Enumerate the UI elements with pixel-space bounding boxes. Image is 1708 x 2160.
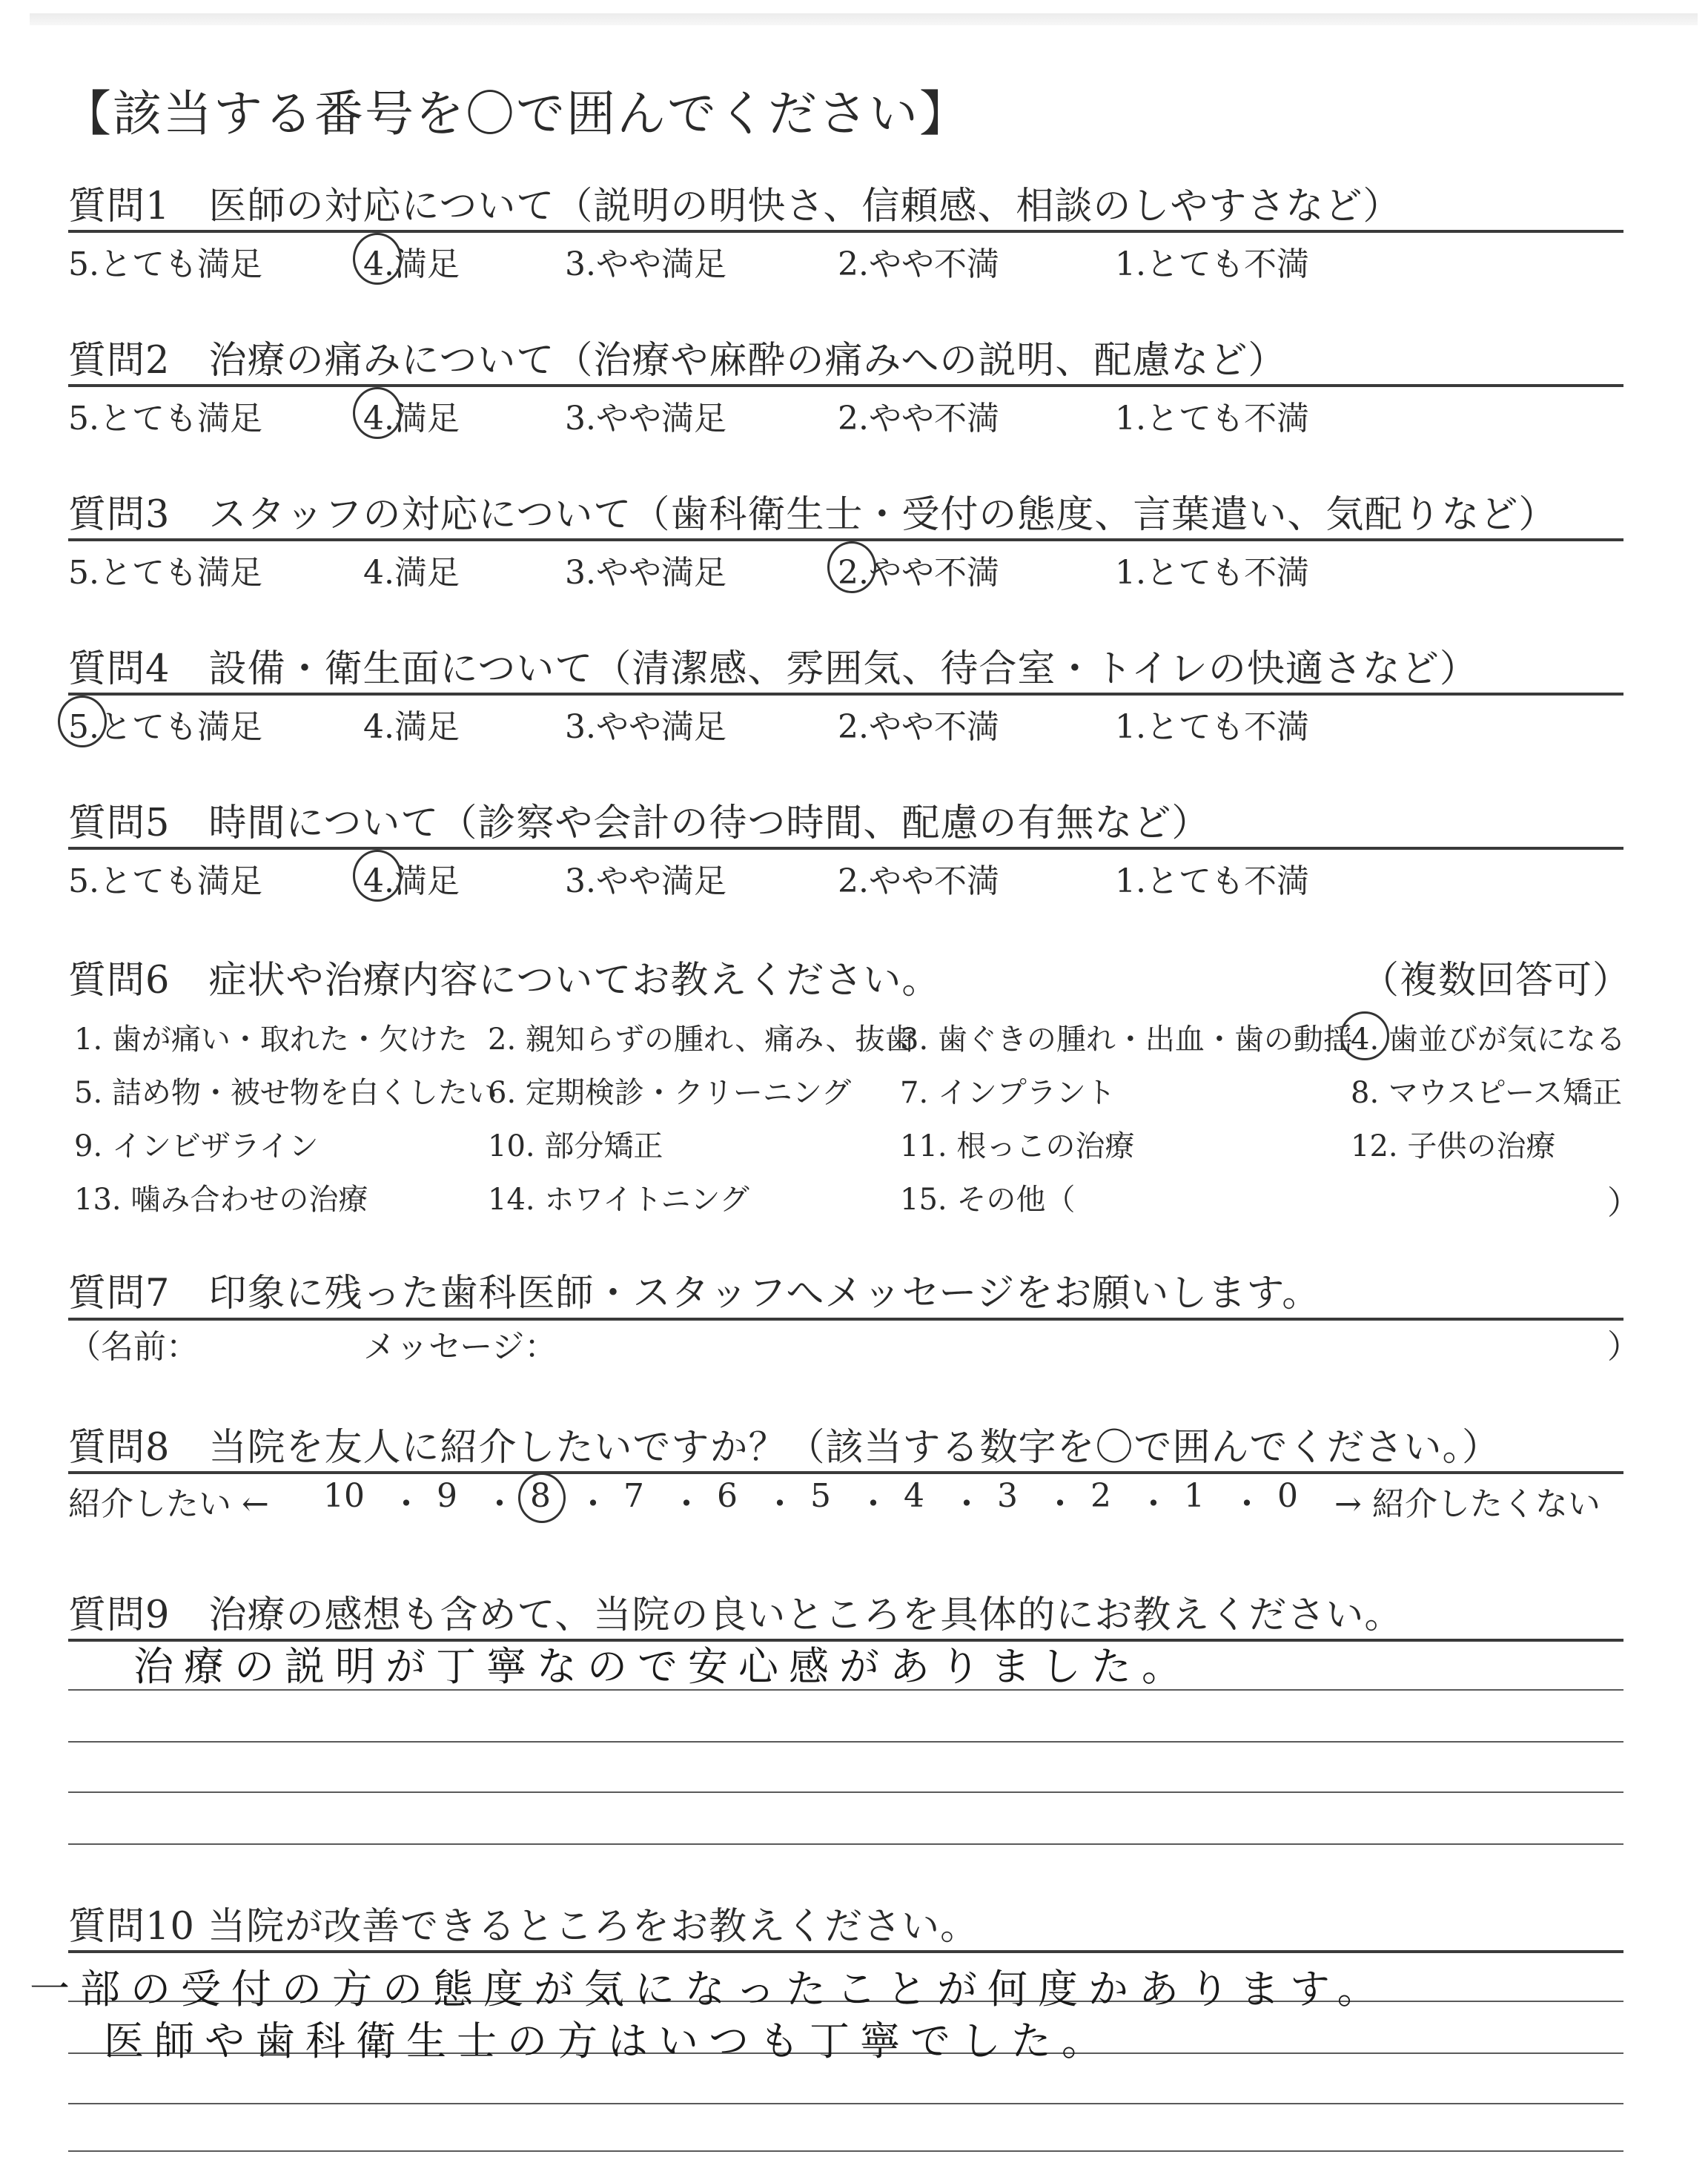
q5-option-3[interactable]: 3.やや満足 xyxy=(565,862,726,900)
q6-option-11[interactable]: 11. 根っこの治療 xyxy=(900,1129,1135,1163)
q8-scale-dot: ・ xyxy=(857,1485,890,1523)
q2-option-4[interactable]: 4.満足 xyxy=(363,400,460,437)
q1-selected-circle xyxy=(353,233,402,285)
q8-scale-dot: ・ xyxy=(950,1485,983,1523)
page-heading: 【該当する番号を〇で囲んでください】 xyxy=(62,85,970,142)
q10-handwritten-answer-2: 医師や歯科衛生士の方はいつも丁寧でした。 xyxy=(104,2018,1112,2064)
q9-line-2 xyxy=(68,1741,1623,1743)
q3-option-2[interactable]: 2.やや不満 xyxy=(838,554,999,592)
q6-option-10[interactable]: 10. 部分矯正 xyxy=(488,1129,663,1163)
q3-option-3[interactable]: 3.やや満足 xyxy=(565,554,726,592)
q9-line-3 xyxy=(68,1791,1623,1793)
q1-option-4[interactable]: 4.満足 xyxy=(363,245,460,283)
q8-scale-dot: ・ xyxy=(483,1485,516,1523)
q8-right-label: → 紹介したくない xyxy=(1334,1485,1601,1523)
q9-title: 質問9 治療の感想も含めて、当院の良いところを具体的にお教えください。 xyxy=(68,1593,1403,1637)
q5-selected-circle xyxy=(353,850,402,902)
q6-option-3[interactable]: 3. 歯ぐきの腫れ・出血・歯の動揺 xyxy=(900,1023,1353,1057)
q8-selected-circle xyxy=(518,1473,566,1523)
q4-selected-circle xyxy=(58,696,107,747)
q5-title: 質問5 時間について（診察や会計の待つ時間、配慮の有無など） xyxy=(68,802,1211,845)
q5-option-4[interactable]: 4.満足 xyxy=(363,862,460,900)
q8-scale-dot: ・ xyxy=(1044,1485,1076,1523)
q8-scale-value-5[interactable]: 5 xyxy=(810,1477,831,1515)
q6-option-14[interactable]: 14. ホワイトニング xyxy=(488,1183,749,1217)
q8-scale-dot: ・ xyxy=(390,1485,423,1523)
q10-rule xyxy=(68,1950,1623,1953)
q6-option-12[interactable]: 12. 子供の治療 xyxy=(1351,1129,1556,1163)
q8-scale-value-0[interactable]: 0 xyxy=(1277,1477,1298,1515)
q4-rule xyxy=(68,693,1623,696)
q6-option-2[interactable]: 2. 親知らずの腫れ、痛み、抜歯 xyxy=(488,1023,915,1057)
q2-option-5[interactable]: 5.とても満足 xyxy=(68,400,262,437)
q3-option-1[interactable]: 1.とても不満 xyxy=(1115,554,1309,592)
q7-close-paren: ） xyxy=(1607,1328,1640,1366)
q4-option-5[interactable]: 5.とても満足 xyxy=(68,708,262,746)
q7-message-label: メッセージ： xyxy=(363,1328,557,1366)
q3-option-5[interactable]: 5.とても満足 xyxy=(68,554,262,592)
q6-option-1[interactable]: 1. 歯が痛い・取れた・欠けた xyxy=(74,1023,468,1057)
q5-option-5[interactable]: 5.とても満足 xyxy=(68,862,262,900)
q8-scale-dot: ・ xyxy=(1137,1485,1170,1523)
q8-left-label: 紹介したい ← xyxy=(68,1485,269,1523)
q6-option-7[interactable]: 7. インプラント xyxy=(900,1076,1116,1110)
q8-scale-dot: ・ xyxy=(1231,1485,1263,1523)
q8-scale-value-3[interactable]: 3 xyxy=(997,1477,1018,1515)
q4-option-3[interactable]: 3.やや満足 xyxy=(565,708,726,746)
q8-scale-dot: ・ xyxy=(670,1485,703,1523)
q9-line-4 xyxy=(68,1843,1623,1845)
q1-title: 質問1 医師の対応について（説明の明快さ、信頼感、相談のしやすさなど） xyxy=(68,185,1402,228)
q2-rule xyxy=(68,384,1623,387)
q8-scale-value-9[interactable]: 9 xyxy=(437,1477,457,1515)
q8-rule xyxy=(68,1471,1623,1474)
q6-selected-circle xyxy=(1340,1011,1389,1060)
q8-scale-value-1[interactable]: 1 xyxy=(1184,1477,1205,1515)
q3-option-4[interactable]: 4.満足 xyxy=(363,554,460,592)
q1-rule xyxy=(68,230,1623,233)
q7-rule xyxy=(68,1318,1623,1321)
q10-line-3 xyxy=(68,2103,1623,2104)
q2-option-3[interactable]: 3.やや満足 xyxy=(565,400,726,437)
q3-rule xyxy=(68,538,1623,541)
q6-option-15[interactable]: 15. その他（ xyxy=(900,1183,1076,1217)
q6-option-8[interactable]: 8. マウスピース矯正 xyxy=(1351,1076,1623,1110)
q7-title: 質問7 印象に残った歯科医師・スタッフへメッセージをお願いします。 xyxy=(68,1272,1321,1315)
q5-option-1[interactable]: 1.とても不満 xyxy=(1115,862,1309,900)
q10-title: 質問10 当院が改善できるところをお教えください。 xyxy=(68,1905,979,1949)
q4-title: 質問4 設備・衛生面について（清潔感、雰囲気、待合室・トイレの快適さなど） xyxy=(68,647,1478,691)
q8-scale-value-7[interactable]: 7 xyxy=(623,1477,644,1515)
q5-option-2[interactable]: 2.やや不満 xyxy=(838,862,999,900)
q6-title: 質問6 症状や治療内容についてお教えください。 xyxy=(68,959,941,1003)
q8-scale-value-10[interactable]: 10 xyxy=(323,1477,365,1515)
q9-handwritten-answer: 治療の説明が丁寧なので安心感がありました。 xyxy=(133,1643,1192,1690)
q7-name-label: （名前： xyxy=(68,1328,199,1366)
q1-option-1[interactable]: 1.とても不満 xyxy=(1115,245,1309,283)
q8-scale-value-6[interactable]: 6 xyxy=(717,1477,738,1515)
q8-scale-value-8[interactable]: 8 xyxy=(530,1477,551,1515)
q1-option-2[interactable]: 2.やや不満 xyxy=(838,245,999,283)
q8-title: 質問8 当院を友人に紹介したいですか？（該当する数字を〇で囲んでください。） xyxy=(68,1426,1500,1470)
q6-close-paren: ） xyxy=(1607,1184,1640,1222)
q6-option-6[interactable]: 6. 定期検診・クリーニング xyxy=(488,1076,852,1110)
q10-line-4 xyxy=(68,2150,1623,2152)
q1-option-3[interactable]: 3.やや満足 xyxy=(565,245,726,283)
q2-selected-circle xyxy=(353,387,402,439)
q6-note: （複数回答可） xyxy=(1361,959,1632,1003)
q4-option-4[interactable]: 4.満足 xyxy=(363,708,460,746)
q6-option-9[interactable]: 9. インビザライン xyxy=(74,1129,319,1163)
q8-scale-dot: ・ xyxy=(577,1485,609,1523)
q8-scale-dot: ・ xyxy=(764,1485,796,1523)
q1-option-5[interactable]: 5.とても満足 xyxy=(68,245,262,283)
q6-option-4[interactable]: 4. 歯並びが気になる xyxy=(1351,1023,1626,1057)
q10-handwritten-answer-1: 一部の受付の方の態度が気になったことが何度かあります。 xyxy=(30,1966,1388,2012)
q2-title: 質問2 治療の痛みについて（治療や麻酔の痛みへの説明、配慮など） xyxy=(68,339,1287,383)
q3-selected-circle xyxy=(827,541,876,593)
q2-option-2[interactable]: 2.やや不満 xyxy=(838,400,999,437)
q4-option-2[interactable]: 2.やや不満 xyxy=(838,708,999,746)
q6-option-5[interactable]: 5. 詰め物・被せ物を白くしたい xyxy=(74,1076,497,1110)
q3-title: 質問3 スタッフの対応について（歯科衛生士・受付の態度、言葉遣い、気配りなど） xyxy=(68,493,1558,537)
scan-edge xyxy=(30,13,1698,25)
q4-option-1[interactable]: 1.とても不満 xyxy=(1115,708,1309,746)
q8-scale-value-2[interactable]: 2 xyxy=(1090,1477,1111,1515)
q2-option-1[interactable]: 1.とても不満 xyxy=(1115,400,1309,437)
q6-option-13[interactable]: 13. 噛み合わせの治療 xyxy=(74,1183,368,1217)
q5-rule xyxy=(68,847,1623,850)
q8-scale-value-4[interactable]: 4 xyxy=(904,1477,924,1515)
